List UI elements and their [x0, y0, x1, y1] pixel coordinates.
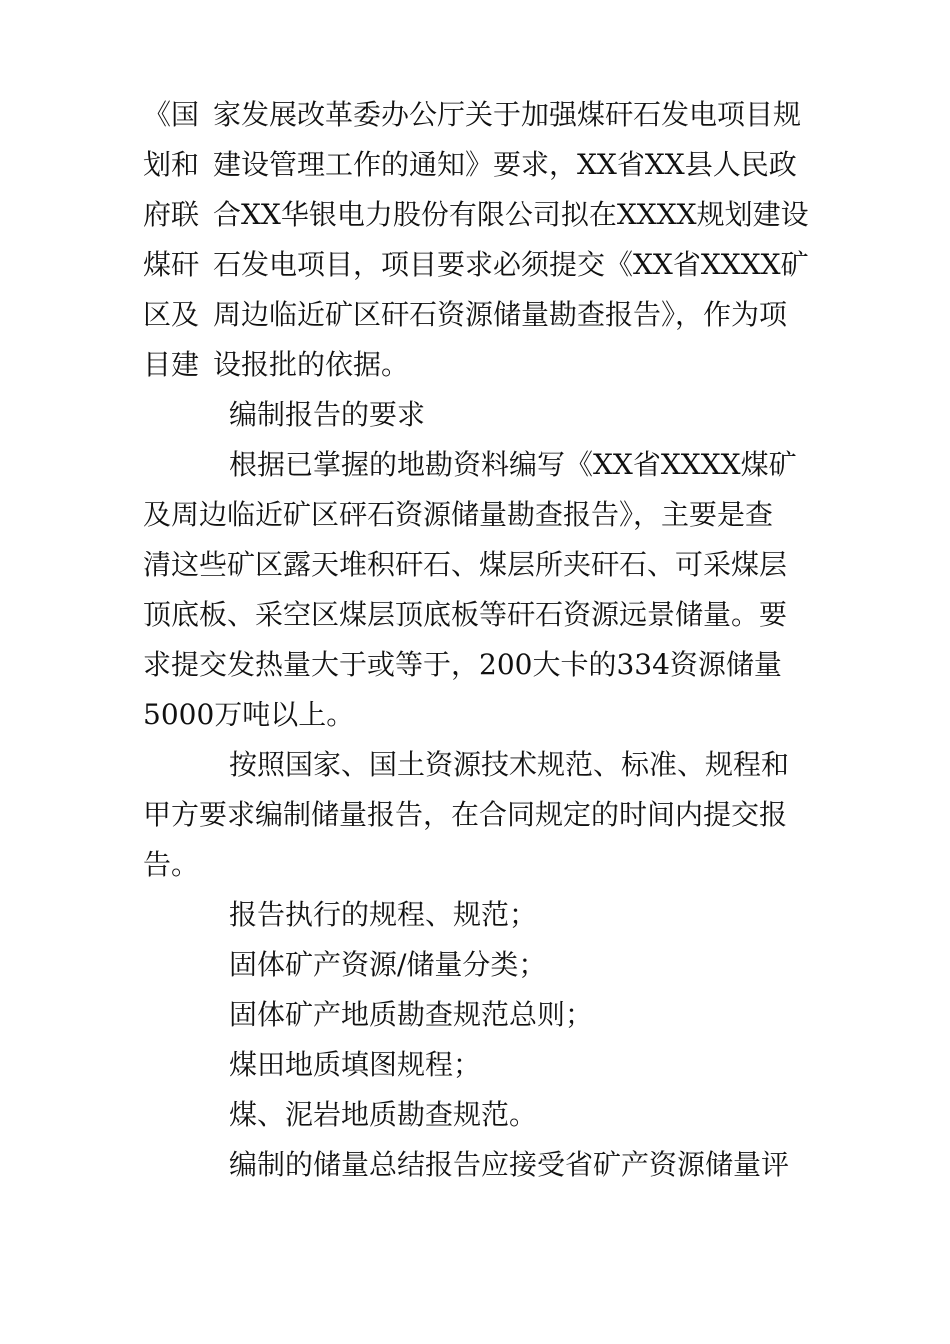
- intro-left-text: 区及: [143, 298, 200, 331]
- paragraph-line: 及周边临近矿区砰石资源储量勘查报告》，主要是查: [143, 498, 774, 531]
- intro-line: [143, 90, 833, 140]
- intro-line: [143, 190, 833, 240]
- intro-left-text: 煤矸: [143, 248, 200, 281]
- intro-left-text: 目建: [143, 348, 200, 381]
- paragraph-line: 告。: [143, 848, 200, 881]
- list-item: 固体矿产资源/储量分类；: [229, 948, 547, 981]
- intro-line: [143, 290, 833, 340]
- closing-paragraph: [143, 1140, 833, 1190]
- paragraph-line: 5000万吨以上。: [143, 698, 355, 731]
- list-item: 固体矿产地质勘查规范总则；: [229, 998, 594, 1031]
- intro-left-text: 府联: [143, 198, 200, 231]
- list-item: 煤、泥岩地质勘查规范。: [229, 1098, 538, 1131]
- paragraph-line: 求提交发热量大于或等于，200大卡的334资源储量: [143, 648, 782, 681]
- list-item: 煤田地质填图规程；: [229, 1048, 482, 1081]
- paragraph-line: 按照国家、国土资源技术规范、标准、规程和: [229, 748, 790, 781]
- intro-right-text: 设报批的依据。: [213, 348, 410, 381]
- intro-right-text: 建设管理工作的通知》要求，XX省XX县人民政: [213, 148, 797, 181]
- paragraph-line: 根据已掌握的地勘资料编写《XX省XXXX煤矿: [229, 448, 797, 481]
- intro-left-text: 划和: [143, 148, 200, 181]
- intro-line: [143, 340, 833, 390]
- list-item: 报告执行的规程、规范；: [229, 898, 538, 931]
- paragraph-line: 甲方要求编制储量报告，在合同规定的时间内提交报: [143, 798, 788, 831]
- intro-line: [143, 240, 833, 290]
- intro-line: [143, 140, 833, 190]
- paragraph-line: 顶底板、采空区煤层顶底板等矸石资源远景储量。要: [143, 598, 788, 631]
- section-heading-block: [143, 390, 833, 440]
- standards-list: [143, 890, 833, 1140]
- paragraph-1: [143, 440, 833, 740]
- intro-right-text: 石发电项目，项目要求必须提交《XX省XXXX矿: [213, 248, 809, 281]
- intro-right-text: 合XX华银电力股份有限公司拟在XXXX规划建设: [213, 198, 809, 231]
- intro-left-text: 《国: [143, 98, 200, 131]
- paragraph-line: 清这些矿区露天堆积矸石、煤层所夹矸石、可采煤层: [143, 548, 788, 581]
- intro-block: [143, 90, 833, 390]
- paragraph-line: 编制的储量总结报告应接受省矿产资源储量评: [229, 1148, 790, 1181]
- paragraph-2: [143, 740, 833, 890]
- intro-right-text: 周边临近矿区矸石资源储量勘查报告》，作为项: [213, 298, 788, 331]
- intro-right-text: 家发展改革委办公厅关于加强煤矸石发电项目规: [213, 98, 802, 131]
- section-heading: 编制报告的要求: [229, 398, 426, 431]
